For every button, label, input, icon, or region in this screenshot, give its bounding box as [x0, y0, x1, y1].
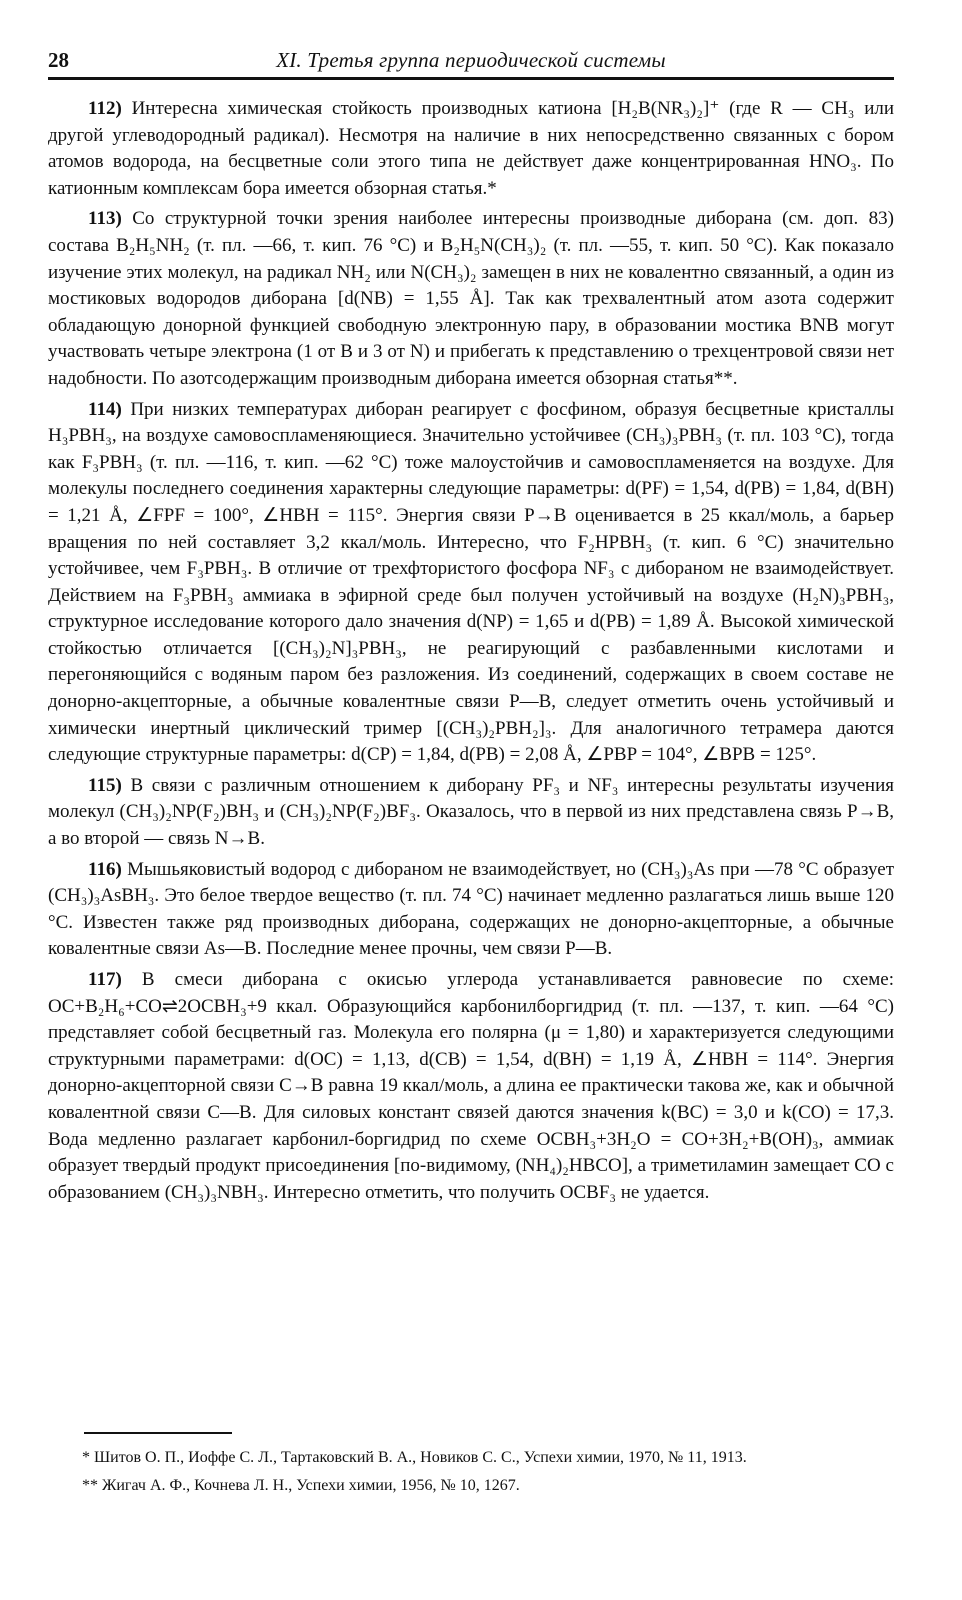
note-paragraph	[48, 857, 894, 963]
footnotes	[54, 1446, 890, 1502]
note-text: Мышьяковистый водород с дибораном не взаимодействует, но (CH₃)₃As при —78 °С образует (CH₃)₃AsBH₃. Это белое твердое вещество (т. пл. 74 °С) начинает медленно разлагаться лишь выше 120 °С. Известен также ряд производных диборана, содержащих не донорно-акцепторные, а обычные ковалентные связи As—B. Последние менее прочны, чем связи P—B.	[48, 858, 895, 960]
note-number: 112)	[88, 98, 122, 119]
note-number: 115)	[88, 774, 122, 796]
note-number: 116)	[88, 858, 122, 880]
footnote: ** Жигач А. Ф., Кочнева Л. Н., Успехи химии, 1956, № 10, 1267.	[82, 1477, 520, 1494]
page-header	[48, 44, 894, 76]
note-text: В связи с различным отношением к диборану PF₃ и NF₃ интересны результаты изучения молекул (CH₃)₂NP(F₂)BH₃ и (CH₃)₂NP(F₂)BF₃. Оказалось, что в первой из них представлена связь P→B, а во второй — связь N→B.	[48, 774, 894, 850]
footnote: * Шитов О. П., Иоффе С. Л., Тартаковский В. А., Новиков С. С., Успехи химии, 1970, № 11, 1913.	[82, 1449, 747, 1466]
note-text: В смеси диборана с окисью углерода устанавливается равновесие по схеме: OC+B₂H₆+CO⇌2OCBH₃+9 ккал. Образующийся карбонилборгидрид (т. пл. —137, т. кип. —64 °С) представляет собой бесцветный газ. Молекула его полярна (μ = 1,80) и характеризуется следующими структурными параметрами: d(OC) = 1,13, d(CB) = 1,54, d(BH) = 1,19 Å, ∠HBH = 114°. Энергия донорно-акцепторной связи C→B равна 19 ккал/моль, а длина ее практически такова же, как и обычной ковалентной связи C—B. Для силовых констант связей даются значения k(BC) = 3,0 и k(CO) = 17,3. Вода медленно разлагает карбонил-боргидрид по схеме OCBH₃+3H₂O = CO+3H₂+B(OH)₃, аммиак образует твердый продукт присоединения [по-видимому, (NH₄)₂HBCO], а триметиламин замещает CO с образованием (CH₃)₃NBH₃. Интересно отметить, что получить OCBF₃ не удается.	[48, 969, 894, 1203]
note-paragraph	[48, 206, 894, 392]
note-number: 113)	[88, 208, 122, 230]
note-paragraph	[48, 773, 894, 853]
header-rule	[48, 77, 894, 80]
page-number: 28	[48, 48, 69, 72]
note-paragraph	[48, 967, 894, 1206]
running-title: XI. Третья группа периодической системы	[276, 48, 666, 72]
note-number: 117)	[88, 969, 122, 990]
note-paragraph	[48, 397, 894, 769]
note-text: Со структурной точки зрения наиболее интересны производные диборана (см. доп. 83) состава B₂H₅NH₂ (т. пл. —66, т. кип. 76 °С) и B₂H₅N(CH₃)₂ (т. пл. —55, т. кип. 50 °С). Как показало изучение этих молекул, на радикал NH₂ или N(CH₃)₂ замещен в них не ковалентно связанный, а один из мостиковых водородов диборана [d(NB) = 1,55 Å]. Так как трехвалентный атом азота содержит обладающую донорной функцией свободную электронную пару, в образовании мостика BNB могут участвовать четыре электрона (1 от B и 3 от N) и прибегать к представлению о трехцентровой связи нет надобности. По азотсодержащим производным диборана имеется обзорная статья**.	[48, 208, 894, 389]
main-text	[48, 96, 894, 1210]
note-number: 114)	[88, 398, 122, 420]
note-text: Интересна химическая стойкость производных катиона [H₂B(NR₃)₂]⁺ (где R — CH₃ или другой углеводородный радикал). Несмотря на наличие в них непосредственно связанных с бором атомов водорода, на бесцветные соли этого типа не действует даже концентрированная HNO₃. По катионным комплексам бора имеется обзорная статья.*	[48, 98, 895, 199]
note-paragraph	[48, 96, 894, 202]
note-text: При низких температурах диборан реагирует с фосфином, образуя бесцветные кристаллы H₃PBH₃, на воздухе самовоспламеняющиеся. Значительно устойчивее (CH₃)₃PBH₃ (т. пл. 103 °С), тогда как F₃PBH₃ (т. пл. —116, т. кип. —62 °С) тоже малоустойчив и самовоспламеняется на воздухе. Для молекулы последнего соединения характерны следующие параметры: d(PF) = 1,54, d(PB) = 1,84, d(BH) = 1,21 Å, ∠FPF = 100°, ∠HBH = 115°. Энергия связи P→B оценивается в 25 ккал/моль, а барьер вращения по ней составляет 3,2 ккал/моль. Интересно, что F₂HPBH₃ (т. кип. 6 °С) значительно устойчивее, чем F₃PBH₃. В отличие от трехфтористого фосфора NF₃ с дибораном не взаимодействует. Действием на F₃PBH₃ аммиака в эфирной среде был получен устойчивый на воздухе (H₂N)₃PBH₃, структурное исследование которого дало значения d(NP) = 1,65 и d(PB) = 1,89 Å. Высокой химической стойкостью отличается [(CH₃)₂N]₃PBH₃, не реагирующий с разбавленными кислотами и перегоняющийся с водяным паром без разложения. Из соединений, содержащих в своем составе не донорно-акцепторные, а обычные ковалентные связи P—B, следует отметить очень устойчивый и химически инертный циклический тример [(CH₃)₂PBH₂]₃. Для аналогичного тетрамера даются следующие структурные параметры: d(CP) = 1,84, d(PB) = 2,08 Å, ∠PBP = 104°, ∠BPB = 125°.	[48, 398, 895, 766]
footnote-separator	[84, 1432, 232, 1434]
